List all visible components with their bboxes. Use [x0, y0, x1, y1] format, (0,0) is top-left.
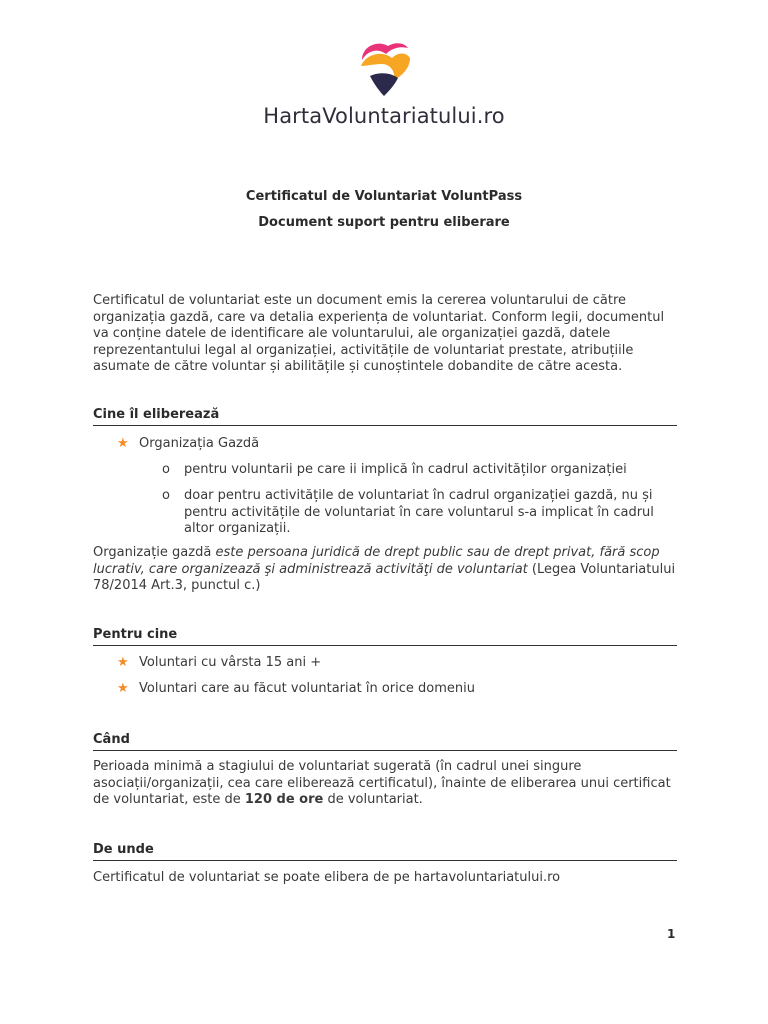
section-heading-cine: Cine îl eliberează [93, 407, 677, 426]
star-icon: ★ [117, 436, 129, 451]
intro-line: organizația gazdă, care va detalia experiența de voluntariat. Conform legii, documentul [93, 309, 665, 325]
intro-line: asumate de către voluntar și abilitățile și cunoștintele dobandite de către acesta. [93, 359, 623, 374]
list-item-text: Voluntari care au făcut voluntariat în orice domeniu [139, 681, 475, 696]
intro-line: va conține datele de identificare ale voluntarului, ale organizației gazdă, datele [93, 326, 611, 341]
heart-logo-icon [356, 38, 412, 98]
page-number: 1 [667, 927, 676, 941]
intro-paragraph [93, 293, 683, 376]
list-item-text: Voluntari cu vârsta 15 ani + [139, 655, 322, 670]
definition-paragraph: Organizație gazdă este persoana juridică de drept public sau de drept privat, fără scop lucrativ, care organizează şi administrează activităţi de voluntariat (Legea Voluntariatului 78/2014 Art.3, punctul c.) [93, 545, 676, 593]
intro-line: Certificatul de voluntariat este un document emis la cererea voluntarului de către [93, 293, 627, 308]
intro-line: reprezentantului legal al organizației, activitățile de voluntariat prestate, atribuțiile [93, 342, 634, 358]
sub-list-item-text: doar pentru activitățile de voluntariat în cadrul organizației gazdă, nu și pentru activitățile de voluntariat în care voluntarul s-a implicat în cadrul altor organizații. [184, 488, 654, 536]
sub-list-item [162, 462, 662, 479]
logo [0, 38, 768, 98]
section-heading-cand: Când [93, 732, 677, 751]
list-item-text: Organizația Gazdă [139, 436, 260, 451]
brand-name: HartaVoluntariatului.ro [263, 104, 505, 128]
section-heading-pentru-cine: Pentru cine [93, 627, 677, 646]
list-item [117, 436, 259, 452]
circle-bullet-icon: o [162, 488, 170, 503]
sub-list-item-text: pentru voluntarii pe care ii implică în cadrul activităților organizației [184, 462, 627, 477]
de-unde-paragraph: Certificatul de voluntariat se poate elibera de pe hartavoluntariatului.ro [93, 870, 561, 885]
star-icon: ★ [117, 681, 129, 696]
cand-paragraph: Perioada minimă a stagiului de voluntariat sugerată (în cadrul unei singure asociații/organizații, cea care eliberează certificatul), înainte de eliberarea unui certificat de voluntariat, este de 120 de ore de voluntariat. [93, 759, 671, 807]
circle-bullet-icon: o [162, 462, 170, 477]
sub-list-item [162, 488, 662, 538]
list-item [117, 655, 321, 671]
section-heading-de-unde: De unde [93, 842, 677, 861]
document-title: Certificatul de Voluntariat VoluntPass [245, 189, 523, 204]
document-subtitle: Document suport pentru eliberare [258, 215, 510, 230]
star-icon: ★ [117, 655, 129, 670]
list-item [117, 681, 475, 697]
